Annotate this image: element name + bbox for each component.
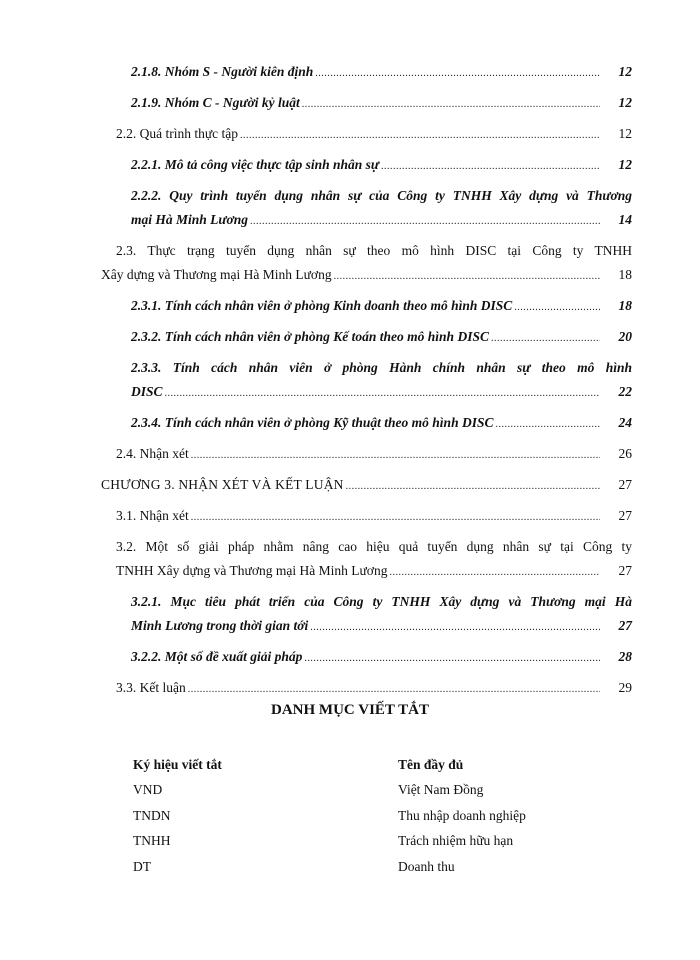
toc-entry-text: 2.1.8. Nhóm S - Người kiên định — [131, 64, 314, 79]
toc-entry-2-3-3[interactable] — [100, 356, 632, 406]
full-name-cell: Trách nhiệm hữu hạn — [398, 833, 514, 849]
toc-entry-3-3[interactable] — [100, 676, 632, 702]
toc-entry-text-line1: 2.3.3. Tính cách nhân viên ở phòng Hành chính nhân sự theo mô hình — [131, 360, 632, 375]
toc-entry-3-1[interactable] — [100, 504, 632, 530]
table-row — [133, 829, 553, 855]
toc-page-number: 27 — [618, 618, 632, 633]
dot-leader — [389, 561, 600, 585]
toc-entry-text: CHƯƠNG 3. NHẬN XÉT VÀ KẾT LUẬN — [101, 477, 344, 492]
header-full-name: Tên đầy đủ — [398, 756, 464, 772]
toc-entry-text: 2.2.1. Mô tả công việc thực tập sinh nhân sự — [131, 157, 379, 172]
abbreviations-table — [133, 752, 553, 880]
toc-entry-text-line1: 3.2.1. Mục tiêu phát triển của Công ty TNHH Xây dựng và Thương mại Hà — [131, 594, 632, 609]
toc-entry-text: 2.3.4. Tính cách nhân viên ở phòng Kỹ thuật theo mô hình DISC — [131, 415, 494, 430]
toc-entry-2-2[interactable] — [100, 122, 632, 148]
toc-entry-2-2-2[interactable] — [100, 184, 632, 234]
abbreviations-header-row — [133, 752, 553, 778]
toc-entry-text: 3.2.2. Một số đề xuất giải pháp — [131, 649, 303, 664]
toc-entry-2-3-2[interactable] — [100, 325, 632, 351]
full-name-cell: Việt Nam Đồng — [398, 782, 484, 798]
abbreviation-cell: TNHH — [133, 833, 171, 849]
toc-entry-text-line2: Xây dựng và Thương mại Hà Minh Lương — [101, 267, 332, 282]
dot-leader — [310, 616, 600, 640]
dot-leader — [491, 327, 600, 351]
table-row — [133, 778, 553, 804]
toc-entry-text-line2: TNHH Xây dựng và Thương mại Hà Minh Lương — [116, 563, 388, 578]
toc-entry-text: 2.3.1. Tính cách nhân viên ở phòng Kinh doanh theo mô hình DISC — [131, 298, 513, 313]
abbreviation-cell: VND — [133, 782, 163, 798]
toc-page-number: 12 — [618, 126, 632, 141]
full-name-cell: Thu nhập doanh nghiệp — [398, 807, 526, 823]
dot-leader — [304, 647, 600, 671]
full-name-cell: Doanh thu — [398, 858, 455, 874]
toc-page-number: 14 — [618, 212, 632, 227]
dot-leader — [250, 210, 600, 234]
toc-entry-2-2-1[interactable] — [100, 153, 632, 179]
toc-entry-3-2-2[interactable] — [100, 645, 632, 671]
toc-page-number: 18 — [618, 267, 632, 282]
abbreviation-cell: DT — [133, 858, 151, 874]
toc-entry-text: 3.3. Kết luận — [116, 680, 186, 695]
toc-page-number: 27 — [618, 508, 632, 523]
toc-entry-3-2[interactable] — [100, 535, 632, 585]
dot-leader — [191, 506, 600, 530]
abbreviations-title: DANH MỤC VIẾT TẮT — [271, 702, 429, 718]
toc-page-number: 12 — [618, 157, 632, 172]
toc-entry-2-1-8[interactable] — [100, 60, 632, 86]
toc-page-number: 22 — [618, 384, 632, 399]
toc-entry-text-line2: mại Hà Minh Lương — [131, 212, 248, 227]
dot-leader — [302, 93, 600, 117]
toc-page-number: 12 — [618, 64, 632, 79]
toc-page-number: 12 — [618, 95, 632, 110]
toc-entry-2-3-1[interactable] — [100, 294, 632, 320]
table-row — [133, 854, 553, 880]
abbreviation-cell: TNDN — [133, 807, 171, 823]
dot-leader — [495, 413, 600, 437]
dot-leader — [165, 382, 600, 406]
toc-page-number: 24 — [618, 415, 632, 430]
dot-leader — [346, 475, 600, 499]
toc-page-number: 27 — [618, 563, 632, 578]
table-row — [133, 803, 553, 829]
toc-entry-2-1-9[interactable] — [100, 91, 632, 117]
dot-leader — [240, 124, 600, 148]
toc-entry-text-line1: 2.2.2. Quy trình tuyển dụng nhân sự của Công ty TNHH Xây dựng và Thương — [131, 188, 632, 203]
dot-leader — [188, 678, 600, 702]
toc-page-number: 29 — [618, 680, 632, 695]
toc-page-number: 27 — [618, 477, 632, 492]
dot-leader — [315, 62, 600, 86]
header-abbreviation: Ký hiệu viết tắt — [133, 756, 222, 772]
toc-entry-2-4[interactable] — [100, 442, 632, 468]
toc-page-number: 18 — [618, 298, 632, 313]
dot-leader — [514, 296, 600, 320]
table-of-contents — [100, 60, 632, 707]
dot-leader — [191, 444, 600, 468]
toc-entry-text-line2: DISC — [131, 384, 163, 399]
toc-entry-text-line2: Minh Lương trong thời gian tới — [131, 618, 309, 633]
toc-entry-text-line1: 3.2. Một số giải pháp nhằm nâng cao hiệu quả tuyển dụng nhân sự tại Công ty — [116, 539, 632, 554]
toc-entry-text: 2.1.9. Nhóm C - Người kỷ luật — [131, 95, 300, 110]
toc-entry-2-3-4[interactable] — [100, 411, 632, 437]
toc-entry-chapter-3[interactable] — [100, 473, 632, 499]
dot-leader — [334, 265, 600, 289]
toc-entry-text: 2.2. Quá trình thực tập — [116, 126, 239, 141]
toc-entry-3-2-1[interactable] — [100, 590, 632, 640]
toc-entry-2-3[interactable] — [100, 239, 632, 289]
toc-page-number: 26 — [618, 446, 632, 461]
toc-entry-text: 3.1. Nhận xét — [116, 508, 189, 523]
toc-entry-text: 2.4. Nhận xét — [116, 446, 189, 461]
toc-entry-text: 2.3.2. Tính cách nhân viên ở phòng Kế toán theo mô hình DISC — [131, 329, 489, 344]
toc-entry-text-line1: 2.3. Thực trạng tuyển dụng nhân sự theo mô hình DISC tại Công ty TNHH — [116, 243, 632, 258]
toc-page-number: 28 — [618, 649, 632, 664]
toc-page-number: 20 — [618, 329, 632, 344]
dot-leader — [381, 155, 600, 179]
